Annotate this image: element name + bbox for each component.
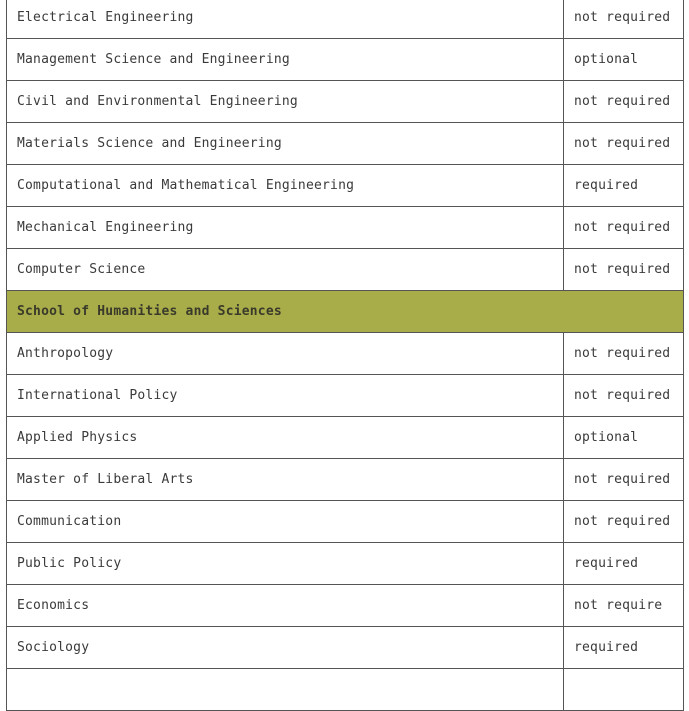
- requirement-cell: not required: [564, 207, 684, 249]
- program-name-cell: Civil and Environmental Engineering: [7, 81, 564, 123]
- table-row: [7, 81, 684, 123]
- program-name-cell: Computational and Mathematical Engineering: [7, 165, 564, 207]
- requirement-cell: not required: [564, 0, 684, 39]
- table-row: [7, 501, 684, 543]
- table-row: [7, 123, 684, 165]
- requirement-cell: [564, 669, 684, 711]
- requirement-cell: not required: [564, 459, 684, 501]
- requirement-cell: required: [564, 165, 684, 207]
- table-row: [7, 165, 684, 207]
- table-row: [7, 417, 684, 459]
- table-body: [7, 0, 684, 711]
- requirement-cell: not required: [564, 375, 684, 417]
- program-name-cell: Computer Science: [7, 249, 564, 291]
- requirement-cell: not required: [564, 249, 684, 291]
- program-name-cell: Mechanical Engineering: [7, 207, 564, 249]
- requirement-cell: not required: [564, 333, 684, 375]
- program-name-cell: Communication: [7, 501, 564, 543]
- program-name-cell: [7, 669, 564, 711]
- requirement-cell: not required: [564, 81, 684, 123]
- table-row: [7, 585, 684, 627]
- section-title: School of Humanities and Sciences: [7, 291, 684, 333]
- program-name-cell: Economics: [7, 585, 564, 627]
- requirement-cell: optional: [564, 417, 684, 459]
- program-name-cell: Materials Science and Engineering: [7, 123, 564, 165]
- section-header-row: [7, 291, 684, 333]
- program-name-cell: Sociology: [7, 627, 564, 669]
- table-row: [7, 543, 684, 585]
- program-requirements-table: [6, 0, 684, 711]
- table-row: [7, 627, 684, 669]
- program-name-cell: Master of Liberal Arts: [7, 459, 564, 501]
- program-name-cell: Anthropology: [7, 333, 564, 375]
- table-row: [7, 39, 684, 81]
- requirement-cell: required: [564, 543, 684, 585]
- program-name-cell: International Policy: [7, 375, 564, 417]
- requirement-cell: not required: [564, 501, 684, 543]
- requirement-cell: optional: [564, 39, 684, 81]
- table-row: [7, 333, 684, 375]
- requirement-cell: not require: [564, 585, 684, 627]
- table-row: [7, 0, 684, 39]
- requirement-cell: required: [564, 627, 684, 669]
- program-name-cell: Electrical Engineering: [7, 0, 564, 39]
- program-name-cell: Public Policy: [7, 543, 564, 585]
- table-row: [7, 669, 684, 711]
- program-name-cell: Applied Physics: [7, 417, 564, 459]
- table-row: [7, 375, 684, 417]
- requirement-cell: not required: [564, 123, 684, 165]
- table-row: [7, 459, 684, 501]
- program-name-cell: Management Science and Engineering: [7, 39, 564, 81]
- table-row: [7, 249, 684, 291]
- table-row: [7, 207, 684, 249]
